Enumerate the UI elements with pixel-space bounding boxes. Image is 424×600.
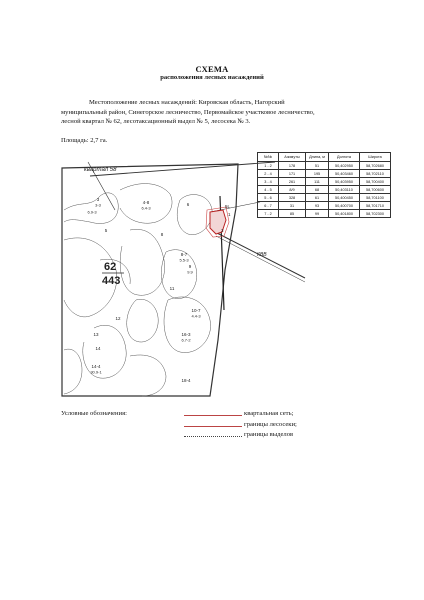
table-cell: 8/9 xyxy=(279,186,306,194)
table-cell: 171 xyxy=(279,170,306,178)
table-cell: 7 - 2 xyxy=(258,210,279,218)
table-cell: 5 - 6 xyxy=(258,194,279,202)
stand-boundaries xyxy=(64,184,212,396)
table-cell: 58,702300 xyxy=(360,210,391,218)
plot-id-label: 5 xyxy=(104,228,108,233)
plot-sub-label: 30.9-1 xyxy=(90,369,102,375)
location-paragraph xyxy=(61,98,383,127)
plot-id-label: 14-4 xyxy=(91,364,101,369)
plot-id-label: 13 xyxy=(93,332,99,337)
table-cell: 93 xyxy=(306,202,329,210)
plot-sub-label: 4.4-3 xyxy=(191,313,201,319)
table-cell: 58,700600 xyxy=(360,186,391,194)
table-cell: 58,701100 xyxy=(360,194,391,202)
plot-id-label: 18-4 xyxy=(181,378,191,383)
legend-line-cutting xyxy=(184,426,242,427)
road-line-2 xyxy=(216,236,305,282)
table-cell: 50,402950 xyxy=(329,162,360,170)
cutting-area xyxy=(210,210,226,234)
area-text: Площадь: 2,7 га. xyxy=(61,137,108,144)
plot-id-label: 11 xyxy=(169,286,175,291)
table-cell: 51 xyxy=(306,162,329,170)
plot-sub-label: 9.9 xyxy=(187,269,193,275)
plot-sub-label: 6.4-3 xyxy=(141,205,151,211)
table-cell: 50,401800 xyxy=(329,210,360,218)
legend-item: границы лесосеки; xyxy=(244,421,297,428)
document-title: СХЕМА xyxy=(195,64,229,74)
table-cell: 6 - 7 xyxy=(258,202,279,210)
header-cell: №№ xyxy=(258,153,279,162)
plot-id-label: 8-7 xyxy=(180,252,188,257)
header-cell: Широта xyxy=(360,153,391,162)
legend-item: квартальная сеть; xyxy=(244,410,294,417)
plot-sub-label: 3-3 xyxy=(95,202,101,208)
table-cell: 85 xyxy=(279,210,306,218)
point-label: 5L xyxy=(225,204,231,209)
table-cell: 50,403110 xyxy=(329,186,360,194)
header-cell: Длина, м xyxy=(306,153,329,162)
table-cell: 328 xyxy=(279,194,306,202)
table-cell: 58,700400 xyxy=(360,178,391,186)
forest-map xyxy=(60,160,310,398)
location-line: лесной квартал № 62, лесотаксационный выдел № 5, лесосека № 3. xyxy=(61,118,251,126)
location-line: муниципальный район, Синегорское лесничество, Первомайское участковое лесничество, xyxy=(61,108,315,116)
point-label: 1 xyxy=(228,212,231,217)
legend-title: Условные обозначения: xyxy=(61,410,127,417)
plot-id-label: 3 xyxy=(96,197,100,202)
table-cell: 195 xyxy=(306,170,329,178)
table-cell: 3 - 4 xyxy=(258,178,279,186)
plot-id-label: 14 xyxy=(95,346,101,351)
legend-line-stands xyxy=(184,436,242,437)
table-cell: 58,702110 xyxy=(360,170,391,178)
table-cell: 50,403460 xyxy=(329,170,360,178)
table-cell: 99 xyxy=(306,210,329,218)
header-cell: Азимуты xyxy=(279,153,306,162)
quarter-label: квартал 58 xyxy=(84,167,117,173)
road-label: КВВ xyxy=(257,252,267,258)
table-cell: 178 xyxy=(279,162,306,170)
plot-id-label: 9 xyxy=(188,264,192,269)
table-cell: 58,701710 xyxy=(360,202,391,210)
plot-sub-label: 6.7-2 xyxy=(181,337,191,343)
plot-id-label: 16-3 xyxy=(181,332,191,337)
location-line: Местоположение лесных насаждений: Кировская область, Нагорский xyxy=(89,99,285,106)
plot-id-label: 8 xyxy=(160,232,164,237)
table-cell: 61 xyxy=(306,194,329,202)
document-subtitle: расположения лесных насаждений xyxy=(160,74,264,81)
plot-id-label: 4-8 xyxy=(142,200,150,205)
table-cell: 1 - 2 xyxy=(258,162,279,170)
table-cell: 31 xyxy=(279,202,306,210)
legend-item: границы выделов xyxy=(244,431,294,438)
point-label: 3 xyxy=(221,228,224,233)
table-cell: 261 xyxy=(279,178,306,186)
table-cell: 111 xyxy=(306,178,329,186)
plot-id-label: 12 xyxy=(115,316,121,321)
quarter-boundary xyxy=(62,164,238,396)
plot-sub-label: 6.9-3 xyxy=(87,209,97,215)
plot-sub-label: 5.5-3 xyxy=(179,257,189,263)
plot-id-label: 10-7 xyxy=(191,308,201,313)
table-cell: 50,400450 xyxy=(329,194,360,202)
legend-line-quarter xyxy=(184,415,242,416)
quarter-number: 62 xyxy=(104,261,117,273)
table-cell: 2 - 4 xyxy=(258,170,279,178)
header-cell: Долгота xyxy=(329,153,360,162)
table-cell: 58,702680 xyxy=(360,162,391,170)
table-cell: 50,403950 xyxy=(329,178,360,186)
table-cell: 50,400700 xyxy=(329,202,360,210)
quarter-line-top xyxy=(90,162,275,176)
quarter-area: 443 xyxy=(102,275,121,287)
table-cell: 4 - 5 xyxy=(258,186,279,194)
plot-id-label: 6 xyxy=(186,202,190,207)
table-cell: 68 xyxy=(306,186,329,194)
